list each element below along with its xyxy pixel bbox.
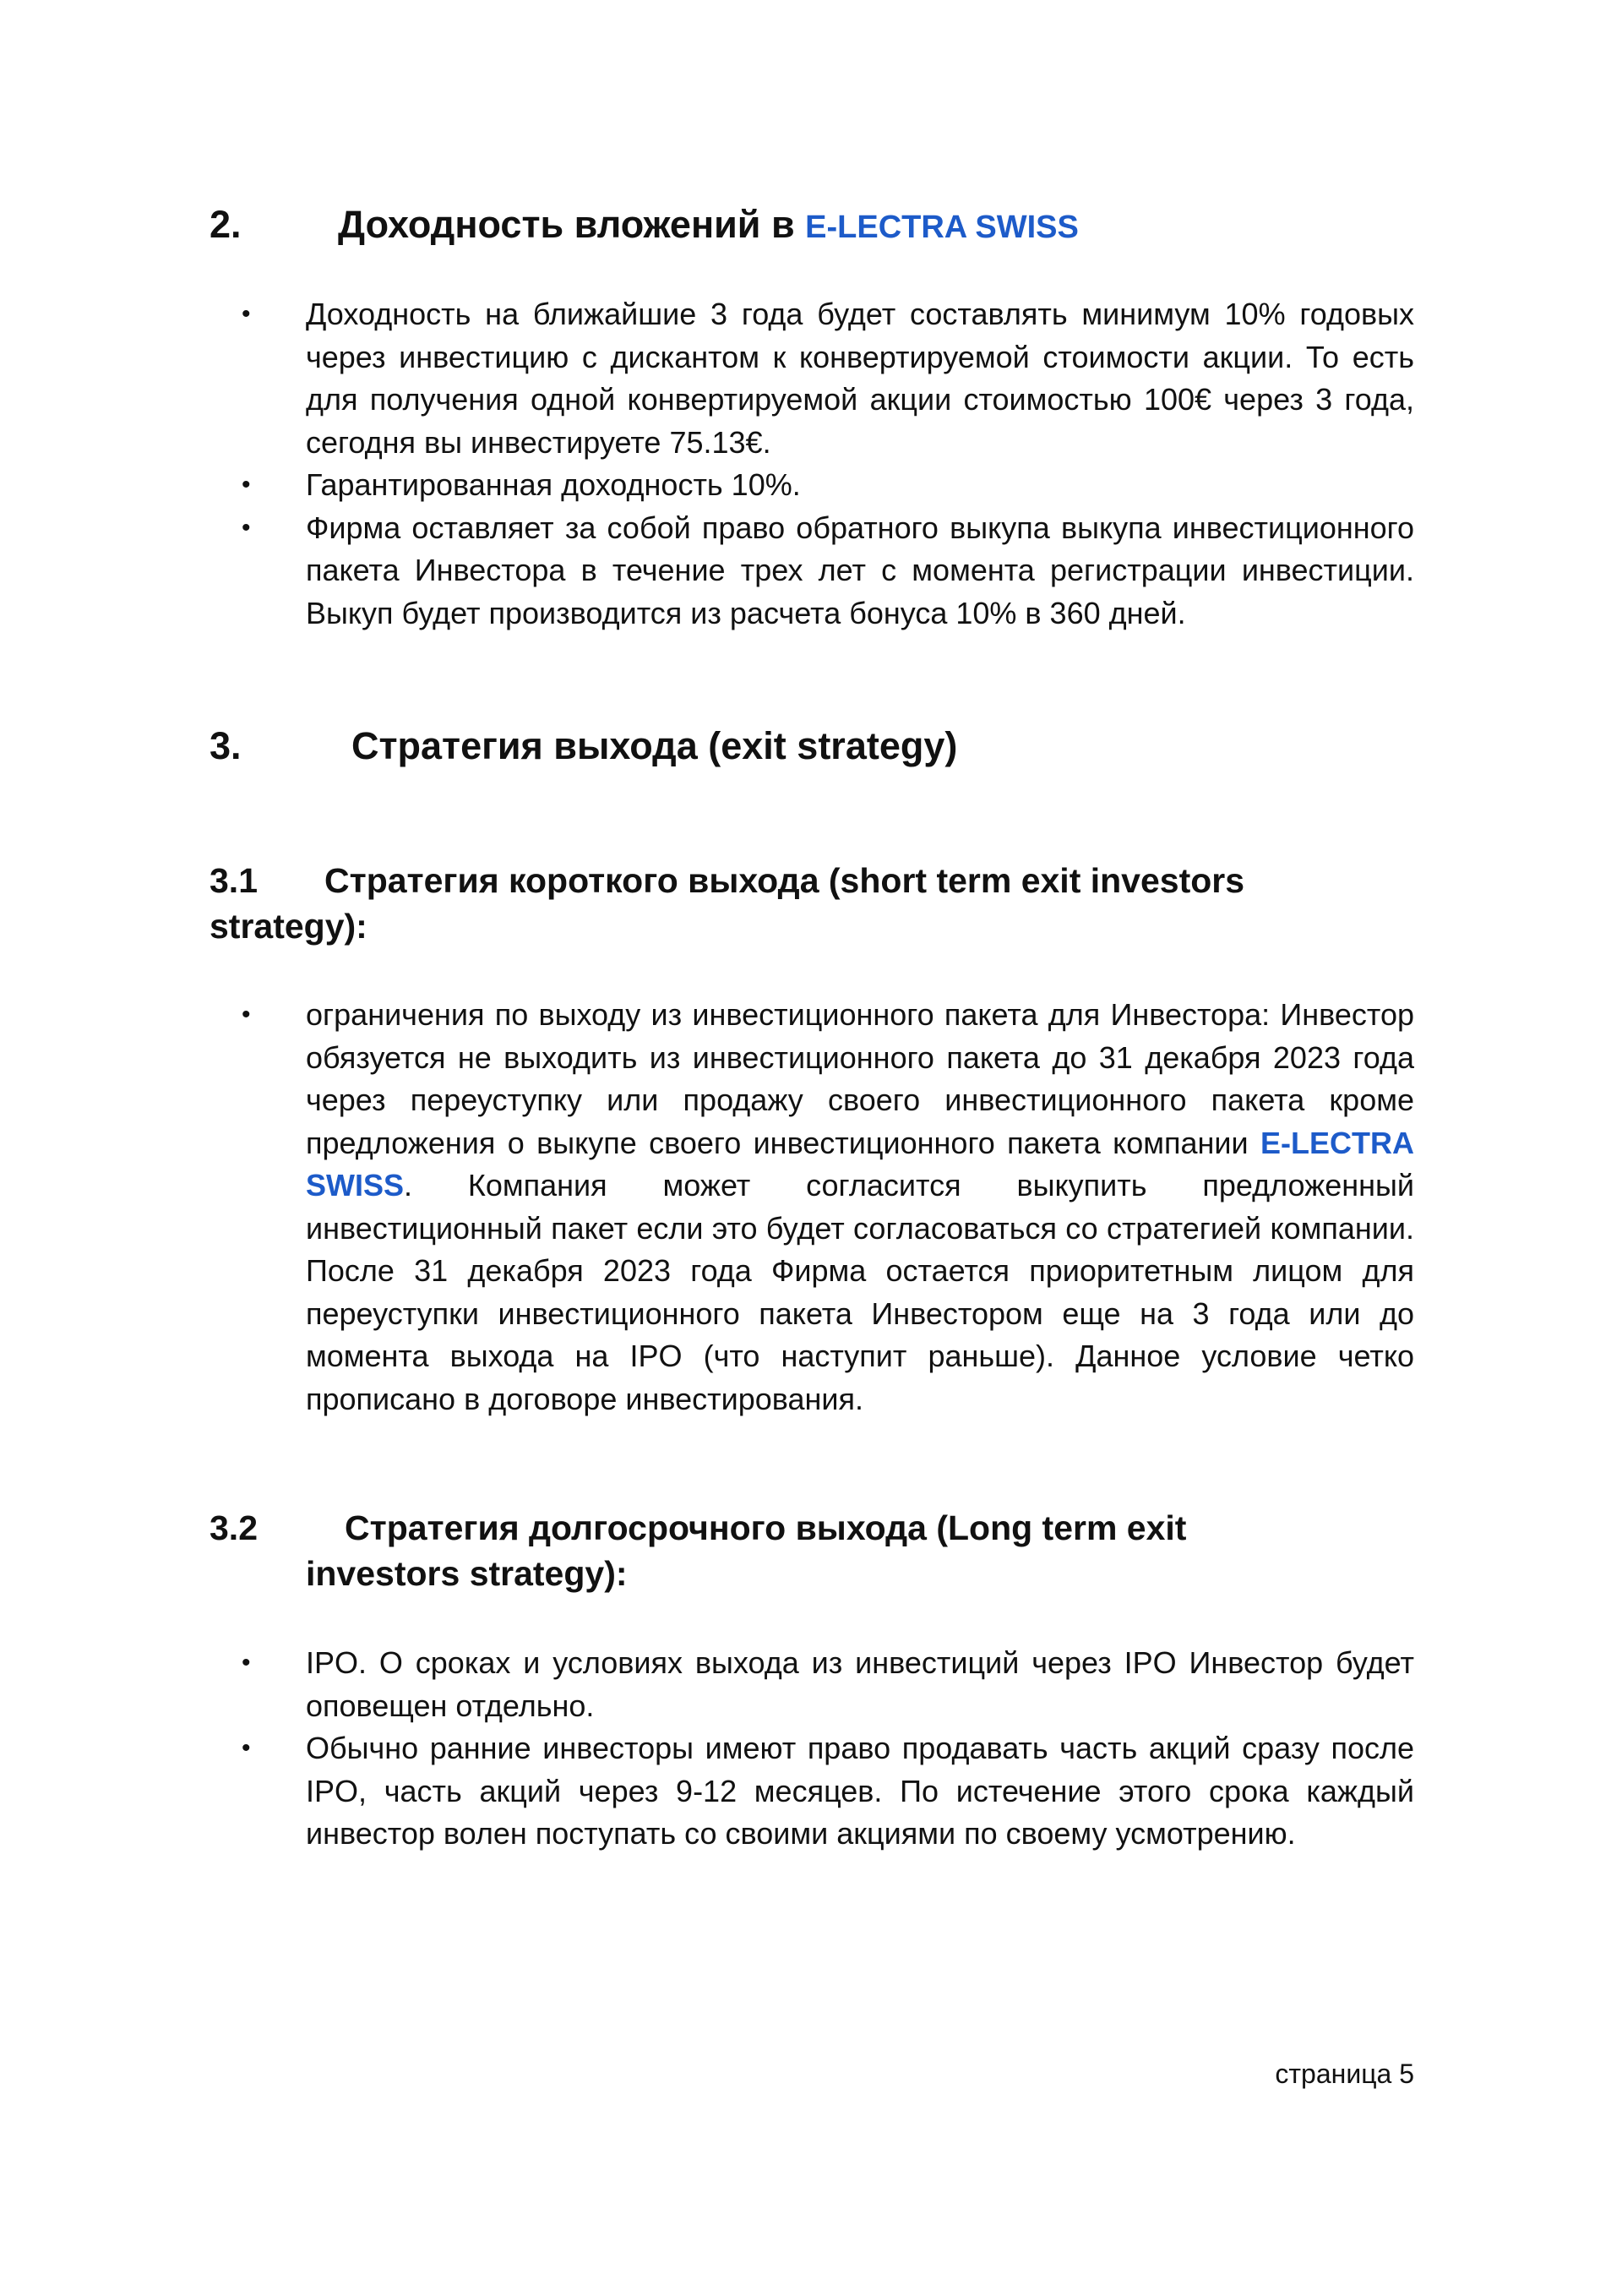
section-3-1-title-line2: strategy): bbox=[210, 907, 367, 946]
section-3-2-title-line1: Стратегия долгосрочного выхода (Long term exit bbox=[345, 1508, 1187, 1547]
list-item bbox=[242, 464, 1414, 507]
section-3-2-bullet-list bbox=[242, 1642, 1414, 1856]
list-item-text-part2: . Компания может согласится выкупить предложенный инвестиционный пакет если это будет согласоваться со стратегией компании. После 31 декабря 2023 года Фирма остается приоритетным лицом для переуступки инвестиционного пакета Инвестором еще на 3 года или до момента выхода на IPO (что наступит раньше). Данное условие четко прописано в договоре инвестирования. bbox=[306, 1168, 1414, 1416]
section-3-1-heading bbox=[210, 858, 1409, 949]
list-item-text: Гарантированная доходность 10%. bbox=[306, 467, 801, 502]
section-2-bullet-list bbox=[242, 293, 1414, 635]
list-item-text: Обычно ранние инвесторы имеют право продавать часть акций сразу после IPO, часть акций через 9-12 месяцев. По истечение этого срока каждый инвестор волен поступать со своими акциями по своему усмотрению. bbox=[306, 1731, 1414, 1851]
bullet-icon: • bbox=[242, 471, 251, 499]
section-3-1-bullet-list bbox=[242, 994, 1414, 1421]
list-item bbox=[242, 1727, 1414, 1856]
section-3-title: Стратегия выхода (exit strategy) bbox=[351, 724, 958, 767]
list-item bbox=[242, 994, 1414, 1421]
list-item bbox=[242, 1642, 1414, 1727]
section-2-number: 2. bbox=[210, 203, 242, 246]
section-3-2-title-line2: investors strategy): bbox=[306, 1554, 628, 1593]
list-item-text: Доходность на ближайшие 3 года будет составлять минимум 10% годовых через инвестицию с дискантом к конвертируемой стоимости акции. То есть для получения одной конвертируемой акции стоимостью 100€ через 3 года, сегодня вы инвестируете 75.13€. bbox=[306, 297, 1414, 460]
section-2-heading bbox=[210, 201, 1079, 251]
brand-name-inline: E-LECTRA SWISS bbox=[306, 1125, 1414, 1203]
section-2-title: Доходность вложений в bbox=[338, 203, 795, 246]
list-item-text-part1: ограничения по выходу из инвестиционного пакета для Инвестора: Инвестор обязуется не выходить из инвестиционного пакета до 31 декабря 2023 года через переуступку или продажу своего инвестиционного пакета кроме предложения о выкупе своего инвестиционного пакета компании bbox=[306, 997, 1414, 1160]
bullet-icon: • bbox=[242, 1649, 251, 1677]
section-3-1-title-line1: Стратегия короткого выхода (short term exit investors bbox=[324, 861, 1245, 900]
page-number: страница 5 bbox=[1275, 2059, 1414, 2089]
brand-name: E-LECTRA SWISS bbox=[805, 210, 1079, 245]
list-item-text: Фирма оставляет за собой право обратного выкупа выкупа инвестиционного пакета Инвестора в течение трех лет с момента регистрации инвестиции. Выкуп будет производится из расчета бонуса 10% в 360 дней. bbox=[306, 510, 1414, 630]
section-3-1-number: 3.1 bbox=[210, 861, 258, 900]
bullet-icon: • bbox=[242, 513, 251, 542]
section-3-2-heading bbox=[210, 1505, 1409, 1596]
section-3-2-number: 3.2 bbox=[210, 1508, 258, 1547]
list-item bbox=[242, 507, 1414, 635]
section-3-number: 3. bbox=[210, 724, 242, 767]
list-item bbox=[242, 293, 1414, 464]
section-3-heading bbox=[210, 723, 957, 770]
list-item-text: IPO. О сроках и условиях выхода из инвестиций через IPO Инвестор будет оповещен отдельно. bbox=[306, 1645, 1414, 1723]
bullet-icon: • bbox=[242, 300, 251, 328]
bullet-icon: • bbox=[242, 1001, 251, 1028]
bullet-icon: • bbox=[242, 1734, 251, 1762]
